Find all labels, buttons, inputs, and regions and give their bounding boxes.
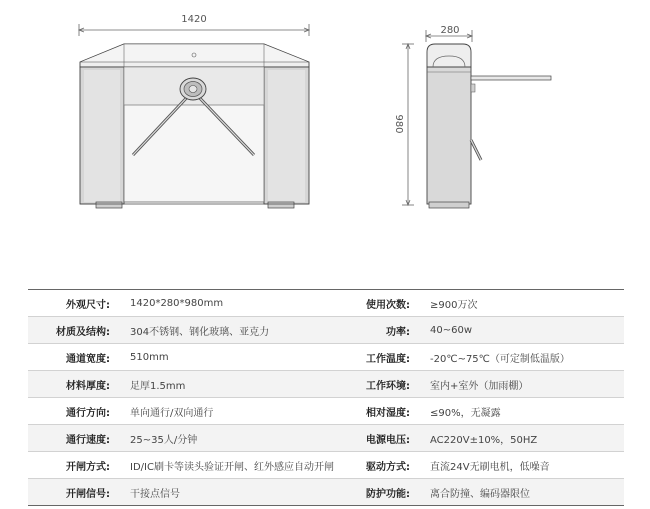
spec-label-temperature: 工作温度: [366, 353, 410, 365]
spec-value-environment: 室内+室外（加雨棚） [430, 380, 529, 392]
spec-label-environment: 工作环境: [366, 380, 410, 392]
spec-row [28, 452, 624, 479]
spec-value-power: 40~60w [430, 324, 473, 336]
height-label: 980 [393, 114, 404, 134]
spec-label-thickness: 材料厚度: [66, 380, 110, 392]
spec-label-open-mode: 开闸方式: [66, 461, 110, 473]
spec-value-lane-width: 510mm [130, 351, 169, 363]
side-width-label: 280 [440, 25, 460, 36]
spec-label-protection: 防护功能: [366, 488, 410, 500]
spec-value-protection: 离合防撞、编码器限位 [430, 488, 530, 500]
spec-label-humidity: 相对湿度: [366, 407, 410, 419]
front-width-label: 1420 [181, 14, 207, 25]
spec-label-lane-width: 通道宽度: [66, 353, 110, 365]
spec-row [28, 398, 624, 425]
spec-value-voltage: AC220V±10%，50HZ [430, 434, 538, 446]
specification-table [28, 289, 624, 506]
technical-drawing [0, 0, 650, 230]
spec-label-dimensions: 外观尺寸: [66, 299, 110, 311]
spec-row [28, 344, 624, 371]
spec-row [28, 290, 624, 317]
spec-value-humidity: ≤90%，无凝露 [430, 407, 501, 419]
spec-label-lifetime: 使用次数: [366, 299, 410, 311]
spec-value-lifetime: ≥900万次 [430, 299, 478, 311]
spec-value-speed: 25~35人/分钟 [130, 434, 198, 446]
spec-value-material: 304不锈钢、钢化玻璃、亚克力 [130, 326, 270, 338]
side-view [427, 44, 551, 208]
spec-label-voltage: 电源电压: [366, 434, 410, 446]
spec-value-direction: 单向通行/双向通行 [130, 407, 214, 419]
spec-value-open-mode: ID/IC刷卡等读头验证开闸、红外感应自动开闸 [130, 461, 334, 473]
spec-value-drive: 直流24V无刷电机，低噪音 [430, 461, 550, 473]
spec-label-power: 功率: [386, 326, 410, 338]
spec-value-dimensions: 1420*280*980mm [130, 297, 224, 309]
spec-label-direction: 通行方向: [66, 407, 110, 419]
turnstile-drawing-svg [0, 0, 650, 230]
spec-label-open-signal: 开闸信号: [66, 488, 110, 500]
spec-value-open-signal: 干接点信号 [130, 488, 180, 500]
spec-value-thickness: 足厚1.5mm [130, 380, 186, 392]
spec-label-material: 材质及结构: [56, 326, 110, 338]
front-view [80, 44, 309, 208]
front-width-dimension [79, 24, 309, 36]
spec-label-speed: 通行速度: [66, 434, 110, 446]
spec-row [28, 425, 624, 452]
spec-row [28, 371, 624, 398]
spec-row [28, 479, 624, 506]
spec-label-drive: 驱动方式: [366, 461, 410, 473]
spec-row [28, 317, 624, 344]
spec-value-temperature: -20℃~75℃（可定制低温版） [430, 353, 570, 365]
